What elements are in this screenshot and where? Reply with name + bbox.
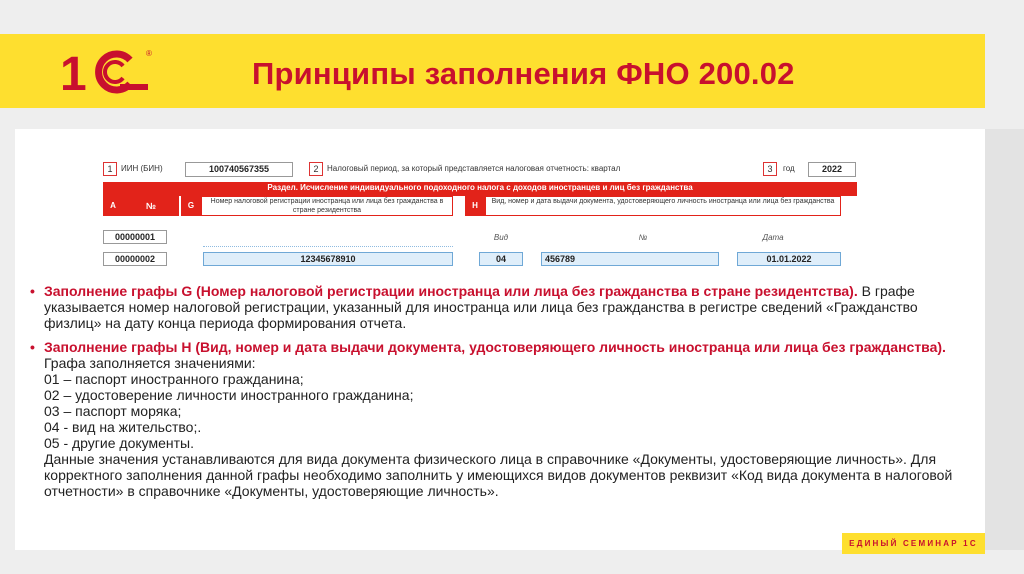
col-h-description: Вид, номер и дата выдачи документа, удостоверяющего личность иностранца или лица без гражданства [485,196,841,216]
bullet-tail: Данные значения устанавливаются для вида документа физического лица в справочнике «Документы, удостоверяющие личность». Для корректного заполнения данной графы необходимо заполнить у имеющихся видов документов реквизит «Код вида документа в налоговой отчетности» в справочнике «Документы, удостоверяющие личность». [44,451,953,499]
footer-badge [842,533,985,554]
sub-label-kind: Вид [493,233,509,242]
bullet-icon: • [30,283,35,299]
svg-text:1: 1 [60,48,87,100]
field-number-2: 2 [309,162,323,176]
1c-logo [56,40,156,100]
iin-value: 100740567355 [185,162,293,177]
bullet-list [30,283,960,507]
bullet-heading: Заполнение графы G (Номер налоговой регистрации иностранца или лица без гражданства в стране резидентства). [44,283,858,299]
list-item: 01 – паспорт иностранного гражданина; [44,371,304,387]
bullet-heading: Заполнение графы H (Вид, номер и дата выдачи документа, удостоверяющего личность иностранца или лица без гражданства). [44,339,946,355]
field-number-3: 3 [763,162,777,176]
bullet-item-h [30,339,960,499]
bullet-icon: • [30,339,35,355]
side-strip [985,129,1024,550]
list-item: 05 - другие документы. [44,435,195,451]
col-h-header: H [465,196,485,216]
form-screenshot [103,152,857,267]
col-a-header: А [103,196,123,216]
logo-registered: ® [146,49,152,58]
page-title: Принципы заполнения ФНО 200.02 [252,56,795,91]
year-value: 2022 [808,162,856,177]
bullet-item-g [30,283,960,331]
list-item: 03 – паспорт моряка; [44,403,182,419]
doc-date-value: 01.01.2022 [737,252,841,266]
sub-label-date: Дата [762,233,784,242]
list-item: 02 – удостоверение личности иностранного гражданина; [44,387,414,403]
period-label: Налоговый период, за который представляется налоговая отчетность: квартал [327,164,621,173]
reg-number-value: 12345678910 [203,252,453,266]
row-id-1: 00000001 [103,230,167,244]
iin-label: ИИН (БИН) [121,164,163,173]
footer-label: ЕДИНЫЙ СЕМИНАР 1С [849,539,978,548]
col-no-header: № [123,196,179,216]
col-g-header: G [181,196,201,216]
doc-number-value: 456789 [541,252,719,266]
col-g-description: Номер налоговой регистрации иностранца или лица без гражданства в стране резидентства [201,196,453,216]
section-title: Раздел. Исчисление индивидуального подоходного налога с доходов иностранцев и лиц без гражданства [103,182,857,196]
field-number-1: 1 [103,162,117,176]
year-label: год [783,164,795,173]
list-item: 04 - вид на жительство;. [44,419,202,435]
bullet-body: Графа заполняется значениями: [44,355,256,371]
doc-kind-value: 04 [479,252,523,266]
sub-label-number: № [638,233,648,242]
row-id-2: 00000002 [103,252,167,266]
bullet-body: В графе указывается номер налоговой регистрации, указанный для иностранца или лица без гражданства в регистре сведений «Гражданство физлиц» на дату конца периода формирования отчета. [44,283,918,331]
divider [203,246,453,247]
